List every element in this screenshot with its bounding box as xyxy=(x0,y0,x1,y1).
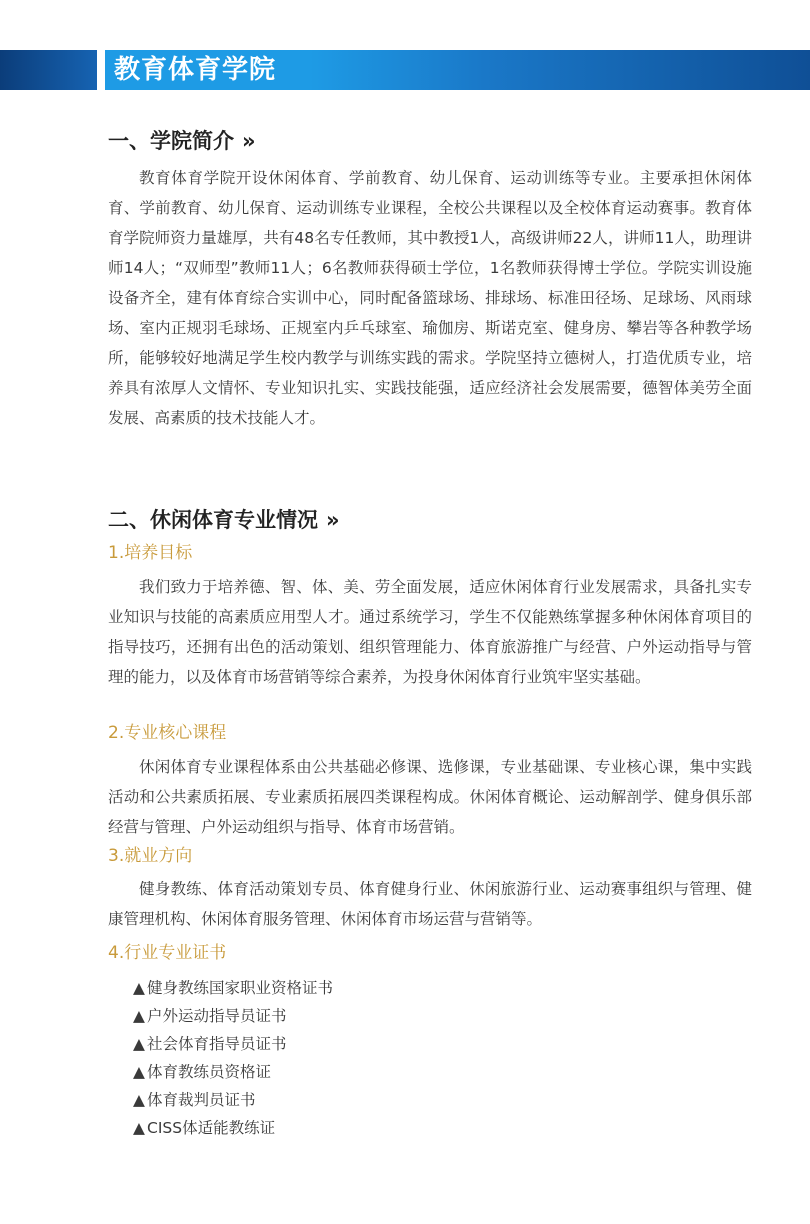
section-heading-major-text: 二、休闲体育专业情况 xyxy=(108,508,318,532)
triangle-bullet-icon: ▲ xyxy=(133,1091,145,1109)
list-item xyxy=(133,1114,333,1142)
section-heading-intro xyxy=(108,127,256,155)
subheading-goal: 1.培养目标 xyxy=(108,543,193,563)
courses-paragraph: 休闲体育专业课程体系由公共基础必修课、选修课，专业基础课、专业核心课，集中实践活动和公共素质拓展、专业素质拓展四类课程构成。休闲体育概论、运动解剖学、健身俱乐部经营与管理、户外运动组织与指导、体育市场营销。 xyxy=(108,758,752,836)
banner-right-block xyxy=(310,50,810,90)
cert-label: 体育裁判员证书 xyxy=(147,1091,256,1109)
list-item xyxy=(133,1030,333,1058)
list-item xyxy=(133,1002,333,1030)
subheading-certs: 4.行业专业证书 xyxy=(108,943,227,963)
list-item xyxy=(133,1086,333,1114)
triangle-bullet-icon: ▲ xyxy=(133,1035,145,1053)
cert-list xyxy=(133,974,333,1142)
career-paragraph: 健身教练、体育活动策划专员、体育健身行业、休闲旅游行业、运动赛事组织与管理、健康管理机构、休闲体育服务管理、休闲体育市场运营与营销等。 xyxy=(108,880,752,928)
cert-label: 社会体育指导员证书 xyxy=(147,1035,287,1053)
section-heading-intro-text: 一、学院简介 xyxy=(108,129,234,153)
double-chevron-right-icon: » xyxy=(326,508,340,532)
goal-paragraph: 我们致力于培养德、智、体、美、劳全面发展，适应休闲体育行业发展需求，具备扎实专业知识与技能的高素质应用型人才。通过系统学习，学生不仅能熟练掌握多种休闲体育项目的指导技巧，还拥有出色的活动策划、组织管理能力、体育旅游推广与经营、户外运动指导与管理的能力，以及体育市场营销等综合素养，为投身休闲体育行业筑牢坚实基础。 xyxy=(108,578,752,686)
intro-paragraph: 教育体育学院开设休闲体育、学前教育、幼儿保育、运动训练等专业。主要承担休闲体育、学前教育、幼儿保育、运动训练专业课程，全校公共课程以及全校体育运动赛事。教育体育学院师资力量雄厚，共有48名专任教师，其中教授1人，高级讲师22人，讲师11人，助理讲师14人；“双师型”教师11人；6名教师获得硕士学位，1名教师获得博士学位。学院实训设施设备齐全，建有体育综合实训中心，同时配备篮球场、排球场、标准田径场、足球场、风雨球场、室内正规羽毛球场、正规室内乒乓球室、瑜伽房、斯诺克室、健身房、攀岩等各种教学场所，能够较好地满足学生校内教学与训练实践的需求。学院坚持立德树人，打造优质专业，培养具有浓厚人文情怀、专业知识扎实、实践技能强，适应经济社会发展需要，德智体美劳全面发展、高素质的技术技能人才。 xyxy=(108,169,752,427)
triangle-bullet-icon: ▲ xyxy=(133,979,145,997)
banner-left-block xyxy=(0,50,97,90)
double-chevron-right-icon: » xyxy=(242,129,256,153)
triangle-bullet-icon: ▲ xyxy=(133,1007,145,1025)
triangle-bullet-icon: ▲ xyxy=(133,1119,145,1137)
cert-label: 健身教练国家职业资格证书 xyxy=(147,979,334,997)
triangle-bullet-icon: ▲ xyxy=(133,1063,145,1081)
subheading-career: 3.就业方向 xyxy=(108,846,193,866)
cert-label: CISS体适能教练证 xyxy=(147,1119,276,1137)
cert-label: 体育教练员资格证 xyxy=(147,1063,272,1081)
header-banner xyxy=(0,50,810,90)
banner-gap xyxy=(97,50,105,90)
list-item xyxy=(133,1058,333,1086)
list-item xyxy=(133,974,333,1002)
cert-label: 户外运动指导员证书 xyxy=(147,1007,287,1025)
section-heading-major xyxy=(108,506,340,534)
page-title: 教育体育学院 xyxy=(114,55,277,85)
subheading-courses: 2.专业核心课程 xyxy=(108,723,227,743)
